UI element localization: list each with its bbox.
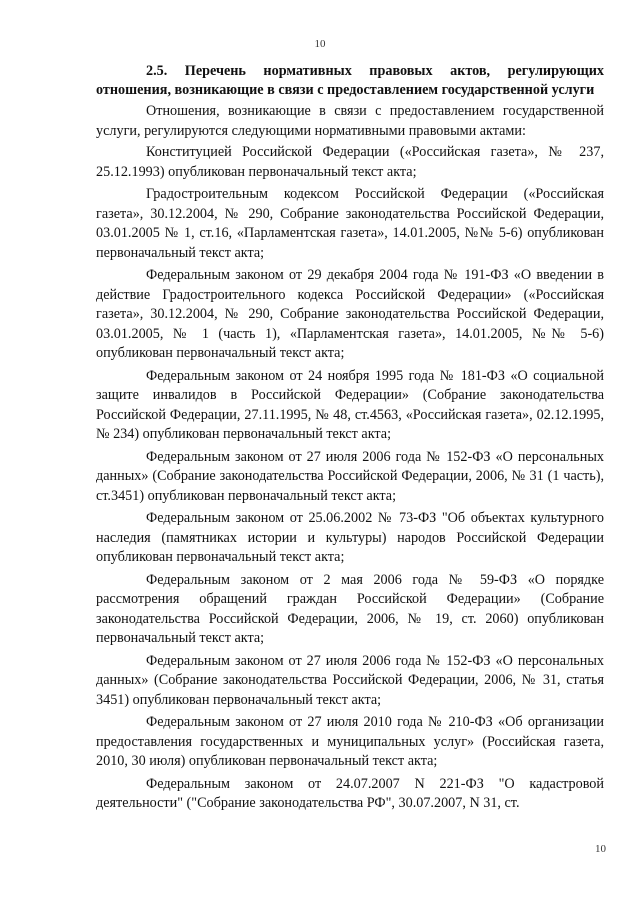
paragraph-law-181: Федеральным законом от 24 ноября 1995 года № 181-ФЗ «О социальной защите инвалидов в Российской Федерации» (Собрание законодательства Российской Федерации, 27.11.1995, № 48, ст.4563, «Российская газета», 02.12.1995, № 234) опубликован первоначальный текст акта; bbox=[96, 367, 604, 442]
section-heading: 2.5. Перечень нормативных правовых актов, регулирующих отношения, возникающие в связи с предоставлением государственной услуги bbox=[96, 63, 604, 98]
paragraph-law-210: Федеральным законом от 27 июля 2010 года № 210-ФЗ «Об организации предоставления государственных и муниципальных услуг» (Российская газета, 2010, 30 июля) опубликован первоначальный текст акта; bbox=[96, 714, 604, 769]
paragraph-law-221: Федеральным законом от 24.07.2007 N 221-ФЗ "О кадастровой деятельности" ("Собрание законодательства РФ", 30.07.2007, N 31, ст. bbox=[96, 775, 604, 811]
paragraph-law-191: Федеральным законом от 29 декабря 2004 года № 191-ФЗ «О введении в действие Градостроительного кодекса Российской Федерации» («Российская газета», 30.12.2004, № 290, Собрание законодательства Российской Федерации, 03.01.2005, № 1 (часть 1), «Парламентская газета», 14.01.2005, №№ 5-6) опубликован первоначальный текст акта; bbox=[96, 267, 604, 361]
paragraph-law-73: Федеральным законом от 25.06.2002 № 73-ФЗ "Об объектах культурного наследия (памятниках истории и культуры) народов Российской Федерации опубликован первоначальный текст акта; bbox=[96, 510, 604, 565]
paragraph-urban-code: Градостроительным кодексом Российской Федерации («Российская газета», 30.12.2004, № 290, Собрание законодательства Российской Федерации, 03.01.2005 № 1, ст.16, «Парламентская газета», 14.01.2005, №№ 5-6) опубликован первоначальный текст акта; bbox=[96, 186, 604, 261]
page-number-top: 10 bbox=[314, 38, 326, 50]
paragraph-constitution: Конституцией Российской Федерации («Российская газета», № 237, 25.12.1993) опубликован первоначальный текст акта; bbox=[96, 144, 604, 180]
paragraph-law-152-a: Федеральным законом от 27 июля 2006 года № 152-ФЗ «О персональных данных» (Собрание законодательства Российской Федерации, 2006, № 31 (1 часть), ст.3451) опубликован первоначальный текст акта; bbox=[96, 448, 604, 504]
page-number-bottom: 10 bbox=[595, 843, 606, 855]
paragraph-law-59: Федеральным законом от 2 мая 2006 года № 59-ФЗ «О порядке рассмотрения обращений граждан Российской Федерации» (Собрание законодательства Российской Федерации, 2006, № 19, ст. 2060) опубликован первоначальный текст акта; bbox=[96, 571, 604, 646]
paragraph-intro: Отношения, возникающие в связи с предоставлением государственной услуги, регулируются следующими нормативными правовыми актами: bbox=[96, 103, 604, 139]
paragraph-law-152-b: Федеральным законом от 27 июля 2006 года № 152-ФЗ «О персональных данных» (Собрание законодательства Российской Федерации, 2006, № 31, статья 3451) опубликован первоначальный текст акта; bbox=[96, 652, 604, 708]
document-body bbox=[96, 62, 604, 817]
